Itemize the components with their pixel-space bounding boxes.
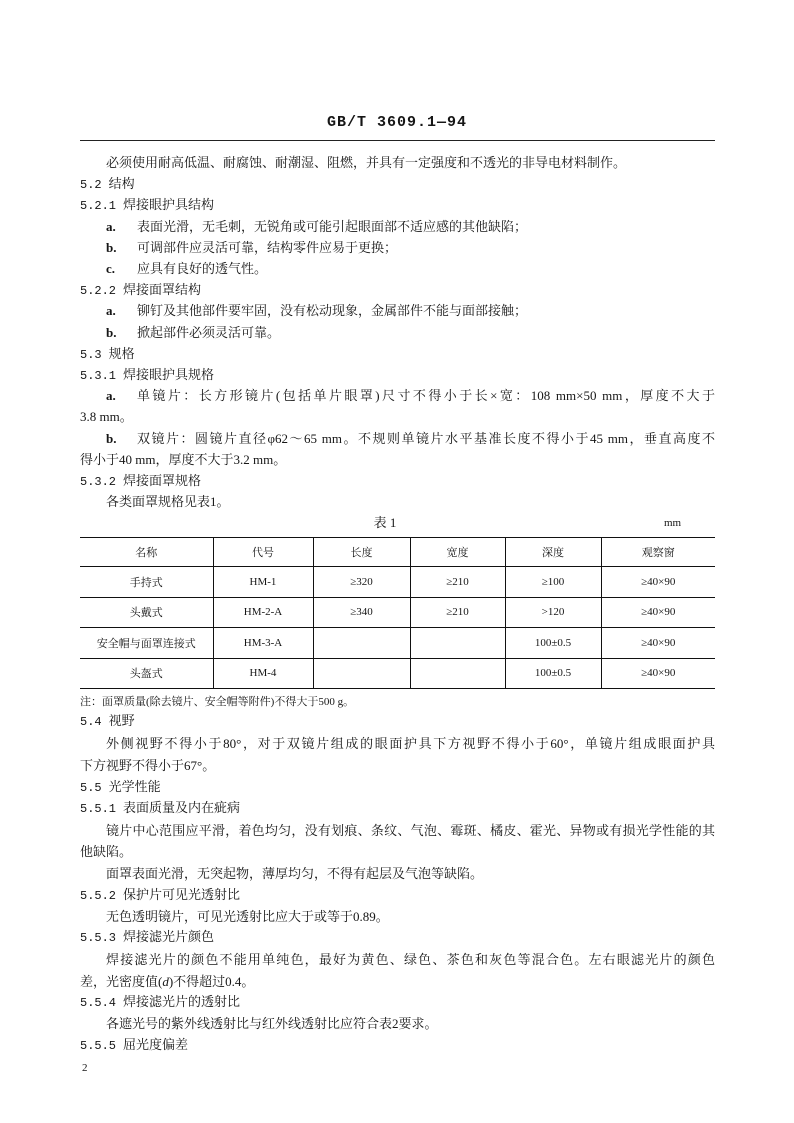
- list-item: [106, 324, 280, 342]
- section-title: 焊接眼护具规格: [123, 367, 215, 382]
- section-heading-5-4: [80, 712, 135, 730]
- section-title: 焊接滤光片的透射比: [123, 994, 241, 1009]
- continued-paragraph: 必须使用耐高低温、耐腐蚀、耐潮湿、阻燃，并具有一定强度和不透光的非导电材料制作。: [106, 155, 627, 170]
- table-cell: ≥40×90: [601, 658, 715, 689]
- table-cell: >120: [505, 597, 601, 628]
- table-cell: [313, 628, 410, 659]
- list-item-text: 铆钉及其他部件要牢固，没有松动现象，金属部件不能与面部接触；: [137, 303, 528, 318]
- table-header-cell: 长度: [313, 538, 410, 567]
- section-title: 焊接眼护具结构: [123, 197, 215, 212]
- section-heading-5-5-3: [80, 928, 214, 946]
- table-cell: HM-3-A: [213, 628, 313, 659]
- section-title: 光学性能: [108, 779, 161, 794]
- section-title: 焊接滤光片颜色: [123, 929, 215, 944]
- section-title: 屈光度偏差: [123, 1037, 189, 1052]
- list-item-label: b.: [106, 240, 117, 255]
- math-symbol: d: [162, 974, 169, 989]
- table-cell: 手持式: [80, 567, 213, 598]
- list-item: [106, 430, 715, 448]
- standard-code-header: GB/T 3609.1—94: [326, 114, 468, 131]
- table-header-cell: 深度: [505, 538, 601, 567]
- table-row: [80, 628, 715, 659]
- table-cell: HM-4: [213, 658, 313, 689]
- paragraph-line: 他缺陷。: [80, 844, 133, 859]
- list-item: [106, 387, 715, 405]
- table-cell: HM-1: [213, 567, 313, 598]
- section-heading-5-2-2: [80, 281, 201, 299]
- paragraph-line: [80, 973, 254, 991]
- table-unit: mm: [664, 517, 682, 529]
- list-item-text: 单镜片：长方形镜片(包括单片眼罩)尺寸不得小于长×宽：108 mm×50 mm，厚度不大于: [137, 388, 715, 403]
- list-item-label: a.: [106, 219, 116, 234]
- section-heading-5-2-1: [80, 196, 214, 214]
- section-heading-5-5: [80, 778, 161, 796]
- list-item-text: 可调部件应灵活可靠，结构零件应易于更换；: [137, 240, 398, 255]
- section-heading-5-5-4: [80, 993, 240, 1011]
- section-number: 5.5.1: [80, 802, 117, 816]
- section-title: 焊接面罩结构: [123, 282, 202, 297]
- table-1: [80, 537, 715, 689]
- table-cell: ≥210: [410, 567, 505, 598]
- list-item-text: 双镜片：圆镜片直径φ62～65 mm。不规则单镜片水平基准长度不得小于45 mm，垂直高度不: [137, 431, 715, 446]
- list-item-text: 应具有良好的透气性。: [137, 261, 268, 276]
- section-number: 5.2.1: [80, 199, 117, 213]
- table-cell: ≥40×90: [601, 628, 715, 659]
- list-item-label: b.: [106, 325, 117, 340]
- table-header-cell: 观察窗: [601, 538, 715, 567]
- page-number: 2: [82, 1062, 88, 1074]
- list-item-continuation: 3.8 mm。: [80, 409, 133, 424]
- table-cell: [313, 658, 410, 689]
- table-cell: ≥40×90: [601, 567, 715, 598]
- table-header-cell: 代号: [213, 538, 313, 567]
- section-heading-5-5-5: [80, 1036, 188, 1054]
- section-number: 5.5.3: [80, 931, 117, 945]
- list-item-label: a.: [106, 303, 116, 318]
- section-heading-5-3-2: [80, 472, 201, 490]
- section-number: 5.2.2: [80, 284, 117, 298]
- section-number: 5.3: [80, 348, 102, 362]
- table-cell: [410, 628, 505, 659]
- section-heading-5-5-1: [80, 799, 240, 817]
- header-rule: [80, 140, 715, 141]
- section-heading-5-2: [80, 175, 135, 193]
- paragraph-line: 下方视野不得小于67°。: [80, 758, 216, 773]
- list-item-label: c.: [106, 261, 116, 276]
- paragraph: 无色透明镜片，可见光透射比应大于或等于0.89。: [106, 909, 389, 924]
- table-header-row: [80, 538, 715, 567]
- section-number: 5.4: [80, 715, 102, 729]
- table-cell: ≥210: [410, 597, 505, 628]
- list-item: [106, 218, 527, 236]
- section-title: 保护片可见光透射比: [123, 887, 241, 902]
- section-title: 焊接面罩规格: [123, 473, 202, 488]
- table-cell: 头盔式: [80, 658, 213, 689]
- paragraph-line: 焊接滤光片的颜色不能用单纯色，最好为黄色、绿色、茶色和灰色等混合色。左右眼滤光片的颜色: [106, 952, 715, 967]
- table-cell: [410, 658, 505, 689]
- paragraph-line: 面罩表面光滑，无突起物，薄厚均匀，不得有起层及气泡等缺陷。: [106, 866, 484, 881]
- section-number: 5.5.5: [80, 1039, 117, 1053]
- section-title: 视野: [108, 713, 135, 728]
- list-item: [106, 260, 267, 278]
- table-row: [80, 597, 715, 628]
- table-header-cell: 名称: [80, 538, 213, 567]
- section-heading-5-5-2: [80, 886, 240, 904]
- table-cell: ≥340: [313, 597, 410, 628]
- text-segment: )不得超过0.4。: [168, 974, 255, 989]
- list-item-label: b.: [106, 431, 117, 446]
- list-item-label: a.: [106, 388, 116, 403]
- section-number: 5.5: [80, 781, 102, 795]
- paragraph-line: 外侧视野不得小于80°，对于双镜片组成的眼面护具下方视野不得小于60°，单镜片组成眼面护具: [106, 736, 715, 751]
- section-heading-5-3: [80, 345, 135, 363]
- list-item-text: 掀起部件必须灵活可靠。: [137, 325, 281, 340]
- section-number: 5.2: [80, 178, 102, 192]
- paragraph: 各遮光号的紫外线透射比与红外线透射比应符合表2要求。: [106, 1016, 438, 1031]
- section-title: 结构: [108, 176, 135, 191]
- table-caption: 表 1: [373, 515, 397, 530]
- table-row: [80, 658, 715, 689]
- section-title: 表面质量及内在疵病: [123, 800, 241, 815]
- table-row: [80, 567, 715, 598]
- list-item-text: 表面光滑，无毛刺，无锐角或可能引起眼面部不适应感的其他缺陷；: [137, 219, 528, 234]
- table-cell: ≥100: [505, 567, 601, 598]
- paragraph: 各类面罩规格见表1。: [106, 494, 230, 509]
- section-title: 规格: [108, 346, 135, 361]
- section-number: 5.5.2: [80, 889, 117, 903]
- table-cell: HM-2-A: [213, 597, 313, 628]
- section-number: 5.3.1: [80, 369, 117, 383]
- list-item-continuation: 得小于40 mm，厚度不大于3.2 mm。: [80, 452, 287, 467]
- section-heading-5-3-1: [80, 366, 214, 384]
- list-item: [106, 239, 397, 257]
- table-cell: 100±0.5: [505, 658, 601, 689]
- table-cell: 头戴式: [80, 597, 213, 628]
- list-item: [106, 302, 527, 320]
- table-cell: 安全帽与面罩连接式: [80, 628, 213, 659]
- table-cell: 100±0.5: [505, 628, 601, 659]
- text-segment: 差，光密度值(: [80, 974, 163, 989]
- table-note: 注：面罩质量(除去镜片、安全帽等附件)不得大于500 g。: [80, 696, 355, 708]
- paragraph-line: 镜片中心范围应平滑，着色均匀，没有划痕、条纹、气泡、霉斑、橘皮、霍光、异物或有损光学性能的其: [106, 823, 715, 838]
- table-cell: ≥320: [313, 567, 410, 598]
- section-number: 5.5.4: [80, 996, 117, 1010]
- table-cell: ≥40×90: [601, 597, 715, 628]
- section-number: 5.3.2: [80, 475, 117, 489]
- table-header-cell: 宽度: [410, 538, 505, 567]
